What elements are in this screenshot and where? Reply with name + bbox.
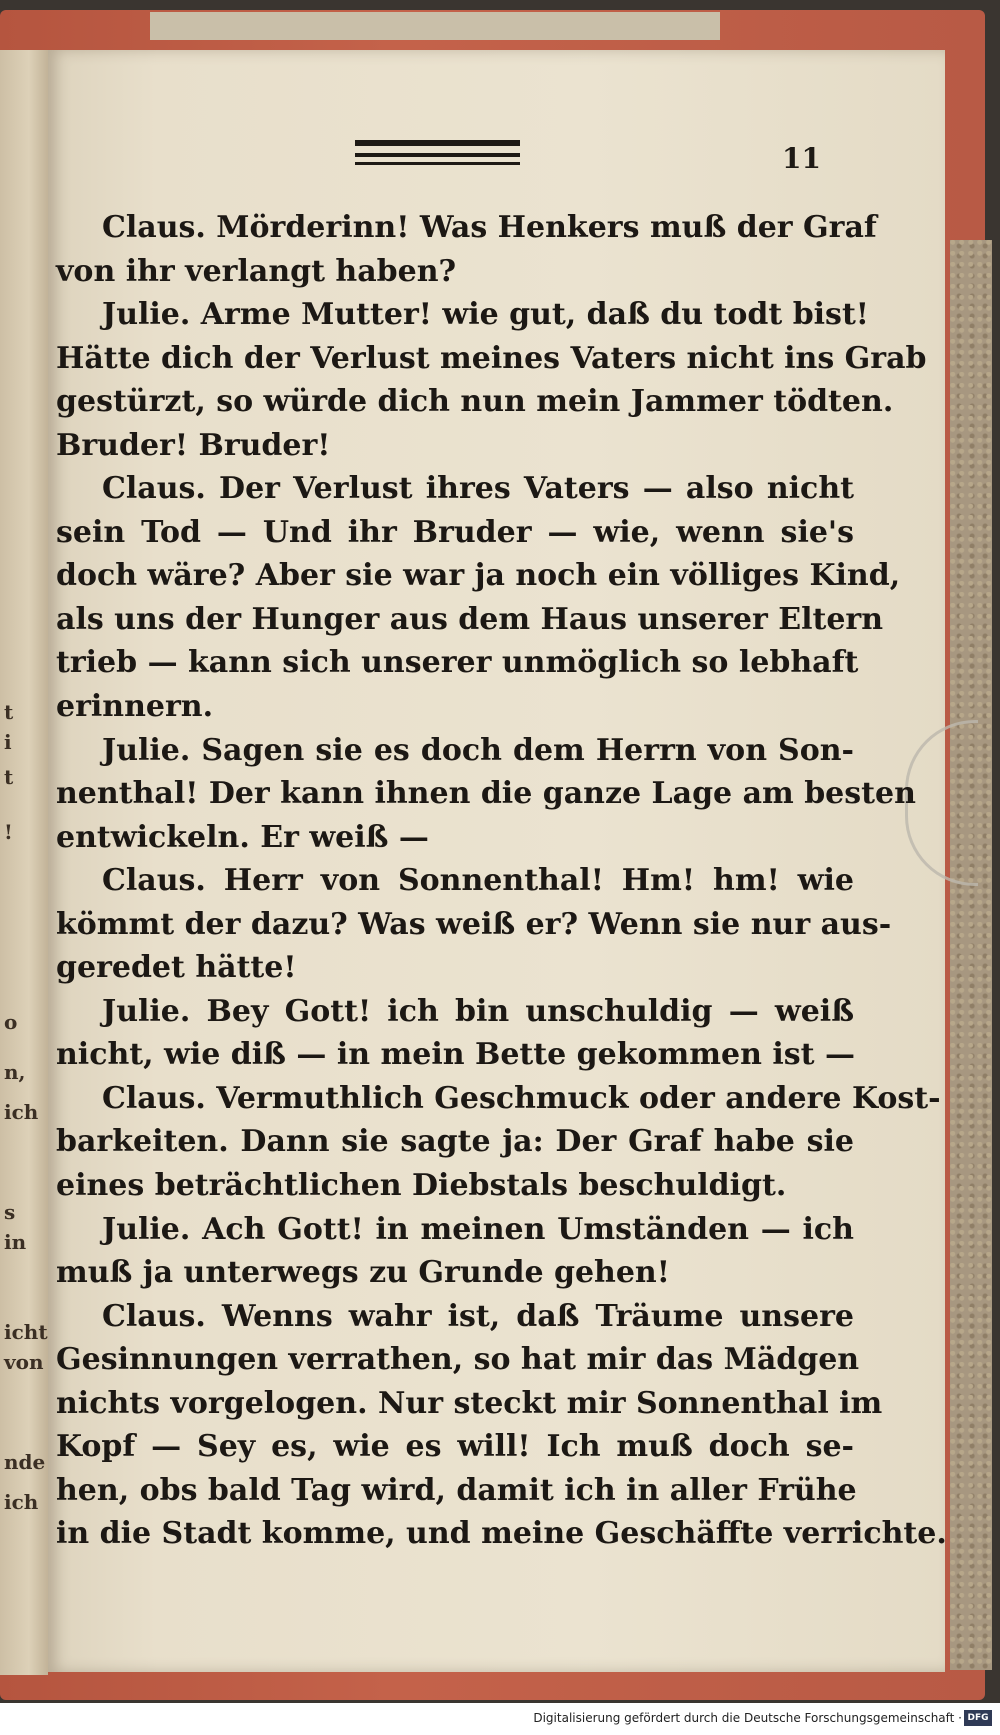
- text-line: hen, obs bald Tag wird, damit ich in aller Frühe: [56, 1472, 857, 1508]
- funding-credit: Digitalisierung gefördert durch die Deutsche Forschungsgemeinschaft ·: [533, 1711, 962, 1725]
- text-line: nicht, wie diß — in mein Bette gekommen ist —: [56, 1037, 855, 1073]
- text-line: Claus. Herr von Sonnenthal! Hm! hm! wie: [102, 863, 854, 899]
- text-line: von ihr verlangt haben?: [56, 253, 457, 289]
- left-page-fragment: i: [4, 730, 12, 754]
- text-line: trieb — kann sich unserer unmöglich so lebhaft: [56, 645, 859, 681]
- text-line: nichts vorgelogen. Nur steckt mir Sonnenthal im: [56, 1385, 883, 1421]
- left-page-fragment: o: [4, 1010, 18, 1034]
- text-line: Claus. Wenns wahr ist, daß Träume unsere: [102, 1298, 854, 1334]
- text-line: muß ja unterwegs zu Grunde gehen!: [56, 1255, 670, 1291]
- text-line: Kopf — Sey es, wie es will! Ich muß doch se-: [56, 1429, 854, 1465]
- left-page-fragment: nde: [4, 1450, 46, 1474]
- header-rule: [355, 162, 520, 165]
- text-line: gestürzt, so würde dich nun mein Jammer tödten.: [56, 384, 894, 420]
- dfg-logo: DFG: [964, 1710, 992, 1726]
- text-line: nenthal! Der kann ihnen die ganze Lage am besten: [56, 776, 916, 812]
- text-line: Julie. Bey Gott! ich bin unschuldig — weiß: [102, 993, 854, 1029]
- left-page-fragment: ich: [4, 1100, 39, 1124]
- text-line: in die Stadt komme, und meine Geschäffte verrichte.: [56, 1516, 947, 1552]
- left-page-fragment: icht: [4, 1320, 48, 1344]
- cover-top-edge: [150, 12, 720, 40]
- text-line: Hätte dich der Verlust meines Vaters nicht ins Grab: [56, 340, 927, 376]
- text-line: barkeiten. Dann sie sagte ja: Der Graf habe sie: [56, 1124, 854, 1160]
- text-line: Julie. Sagen sie es doch dem Herrn von Son-: [102, 732, 854, 768]
- marbled-endpaper: [950, 240, 992, 1670]
- digitization-footer: [0, 1703, 1000, 1735]
- text-line: Bruder! Bruder!: [56, 427, 331, 463]
- text-line: Claus. Vermuthlich Geschmuck oder andere Kost-: [102, 1080, 941, 1116]
- page-text: [56, 206, 947, 1556]
- header-rule: [355, 140, 520, 146]
- left-page-fragment: in: [4, 1230, 27, 1254]
- text-line: Gesinnungen verrathen, so hat mir das Mädgen: [56, 1342, 860, 1378]
- left-page-edge: [0, 50, 48, 1675]
- text-line: eines beträchtlichen Diebstals beschuldigt.: [56, 1168, 787, 1204]
- text-line: entwickeln. Er weiß —: [56, 819, 429, 855]
- left-page-fragment: t: [4, 700, 14, 724]
- left-page-fragment: s: [4, 1200, 16, 1224]
- left-page-fragment: n,: [4, 1060, 26, 1084]
- text-line: sein Tod — Und ihr Bruder — wie, wenn sie's: [56, 514, 854, 550]
- text-line: kömmt der dazu? Was weiß er? Wenn sie nur aus-: [56, 906, 892, 942]
- left-page-fragment: ich: [4, 1490, 39, 1514]
- text-line: doch wäre? Aber sie war ja noch ein völliges Kind,: [56, 558, 901, 594]
- text-line: als uns der Hunger aus dem Haus unserer Eltern: [56, 601, 884, 637]
- text-line: Julie. Ach Gott! in meinen Umständen — ich: [102, 1211, 854, 1247]
- text-line: Julie. Arme Mutter! wie gut, daß du todt bist!: [102, 297, 869, 333]
- page-number: 11: [782, 142, 821, 175]
- text-line: Claus. Der Verlust ihres Vaters — also nicht: [102, 471, 854, 507]
- left-page-fragment: t: [4, 765, 14, 789]
- text-line: erinnern.: [56, 689, 214, 725]
- left-page-fragment: !: [4, 820, 13, 844]
- text-line: Claus. Mörderinn! Was Henkers muß der Graf: [102, 210, 877, 245]
- header-rule: [355, 153, 520, 157]
- text-line: geredet hätte!: [56, 950, 297, 986]
- left-page-fragment: von: [4, 1350, 44, 1374]
